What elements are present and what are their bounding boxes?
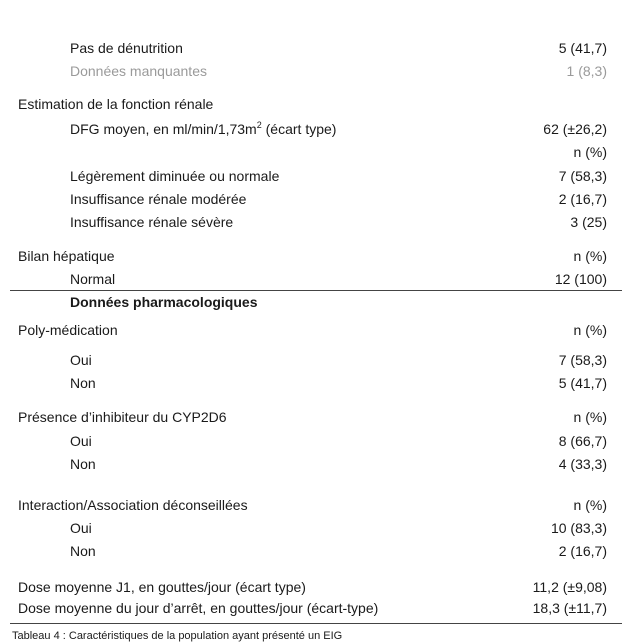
table-row — [0, 454, 631, 474]
table-row — [0, 166, 631, 186]
row-value: 12 (100) — [554, 271, 607, 287]
row-value: 7 (58,3) — [558, 352, 607, 368]
row-label: Insuffisance rénale modérée — [70, 191, 247, 207]
row-label: Oui — [70, 520, 92, 536]
table-row — [0, 350, 631, 370]
row-label: Interaction/Association déconseillées — [18, 497, 248, 513]
table-row — [0, 518, 631, 538]
table-row — [0, 407, 631, 427]
row-value: 11,2 (±9,08) — [532, 579, 607, 595]
table-row — [0, 142, 631, 162]
table-row — [0, 269, 631, 289]
row-value: 18,3 (±11,7) — [532, 600, 607, 616]
row-label: DFG moyen, en $ml/\min/1,73m^2$ (écart type) — [70, 120, 337, 137]
row-value: n (%) — [573, 144, 607, 160]
row-value: 1 (8,3) — [566, 63, 607, 79]
table-row — [0, 320, 631, 340]
row-value: 8 (66,7) — [558, 433, 607, 449]
row-value: 3 (25) — [570, 214, 607, 230]
row-value: n (%) — [573, 248, 607, 264]
row-label: Estimation de la fonction rénale — [18, 96, 214, 112]
row-label: Présence d’inhibiteur du CYP2D6 — [18, 409, 227, 425]
row-value: n (%) — [573, 409, 607, 425]
table-row — [0, 431, 631, 451]
row-label: Oui — [70, 433, 92, 449]
row-label: Non — [70, 456, 96, 472]
row-label: Oui — [70, 352, 92, 368]
table-row — [0, 38, 631, 58]
row-value: 10 (83,3) — [550, 520, 607, 536]
row-label: Normal — [70, 271, 116, 287]
row-value: 5 (41,7) — [558, 375, 607, 391]
row-value: n (%) — [573, 322, 607, 338]
table-row — [0, 598, 631, 618]
row-label: Dose moyenne du jour d’arrêt, en gouttes/jour (écart-type) — [18, 600, 379, 616]
table-caption: Tableau 4 : Caractéristiques de la population ayant présenté un EIG — [12, 630, 343, 642]
table-row — [0, 119, 631, 139]
row-label: Données manquantes — [70, 63, 207, 79]
row-label: Données pharmacologiques — [70, 294, 258, 310]
row-label: Non — [70, 543, 96, 559]
row-label: Non — [70, 375, 96, 391]
table-row — [0, 541, 631, 561]
row-value: 7 (58,3) — [558, 168, 607, 184]
table-bottom-rule — [10, 623, 622, 624]
row-label: Légèrement diminuée ou normale — [70, 168, 280, 184]
row-label: Bilan hépatique — [18, 248, 115, 264]
row-value: n (%) — [573, 497, 607, 513]
row-value: 2 (16,7) — [558, 191, 607, 207]
row-label: Insuffisance rénale sévère — [70, 214, 234, 230]
row-label: Pas de dénutrition — [70, 40, 183, 56]
row-value: 62 (±26,2) — [543, 121, 607, 137]
table-row — [0, 373, 631, 393]
row-value: 2 (16,7) — [558, 543, 607, 559]
table-row — [0, 495, 631, 515]
section-heading — [0, 94, 631, 114]
table-row — [0, 189, 631, 209]
section-divider — [10, 290, 622, 291]
row-label: Poly-médication — [18, 322, 118, 338]
row-value: 4 (33,3) — [558, 456, 607, 472]
section-heading — [0, 292, 631, 312]
table-row — [0, 212, 631, 232]
row-label: Dose moyenne J1, en gouttes/jour (écart type) — [18, 579, 306, 595]
table-row — [0, 246, 631, 266]
row-value: 5 (41,7) — [558, 40, 607, 56]
table-row — [0, 61, 631, 81]
table-row — [0, 577, 631, 597]
